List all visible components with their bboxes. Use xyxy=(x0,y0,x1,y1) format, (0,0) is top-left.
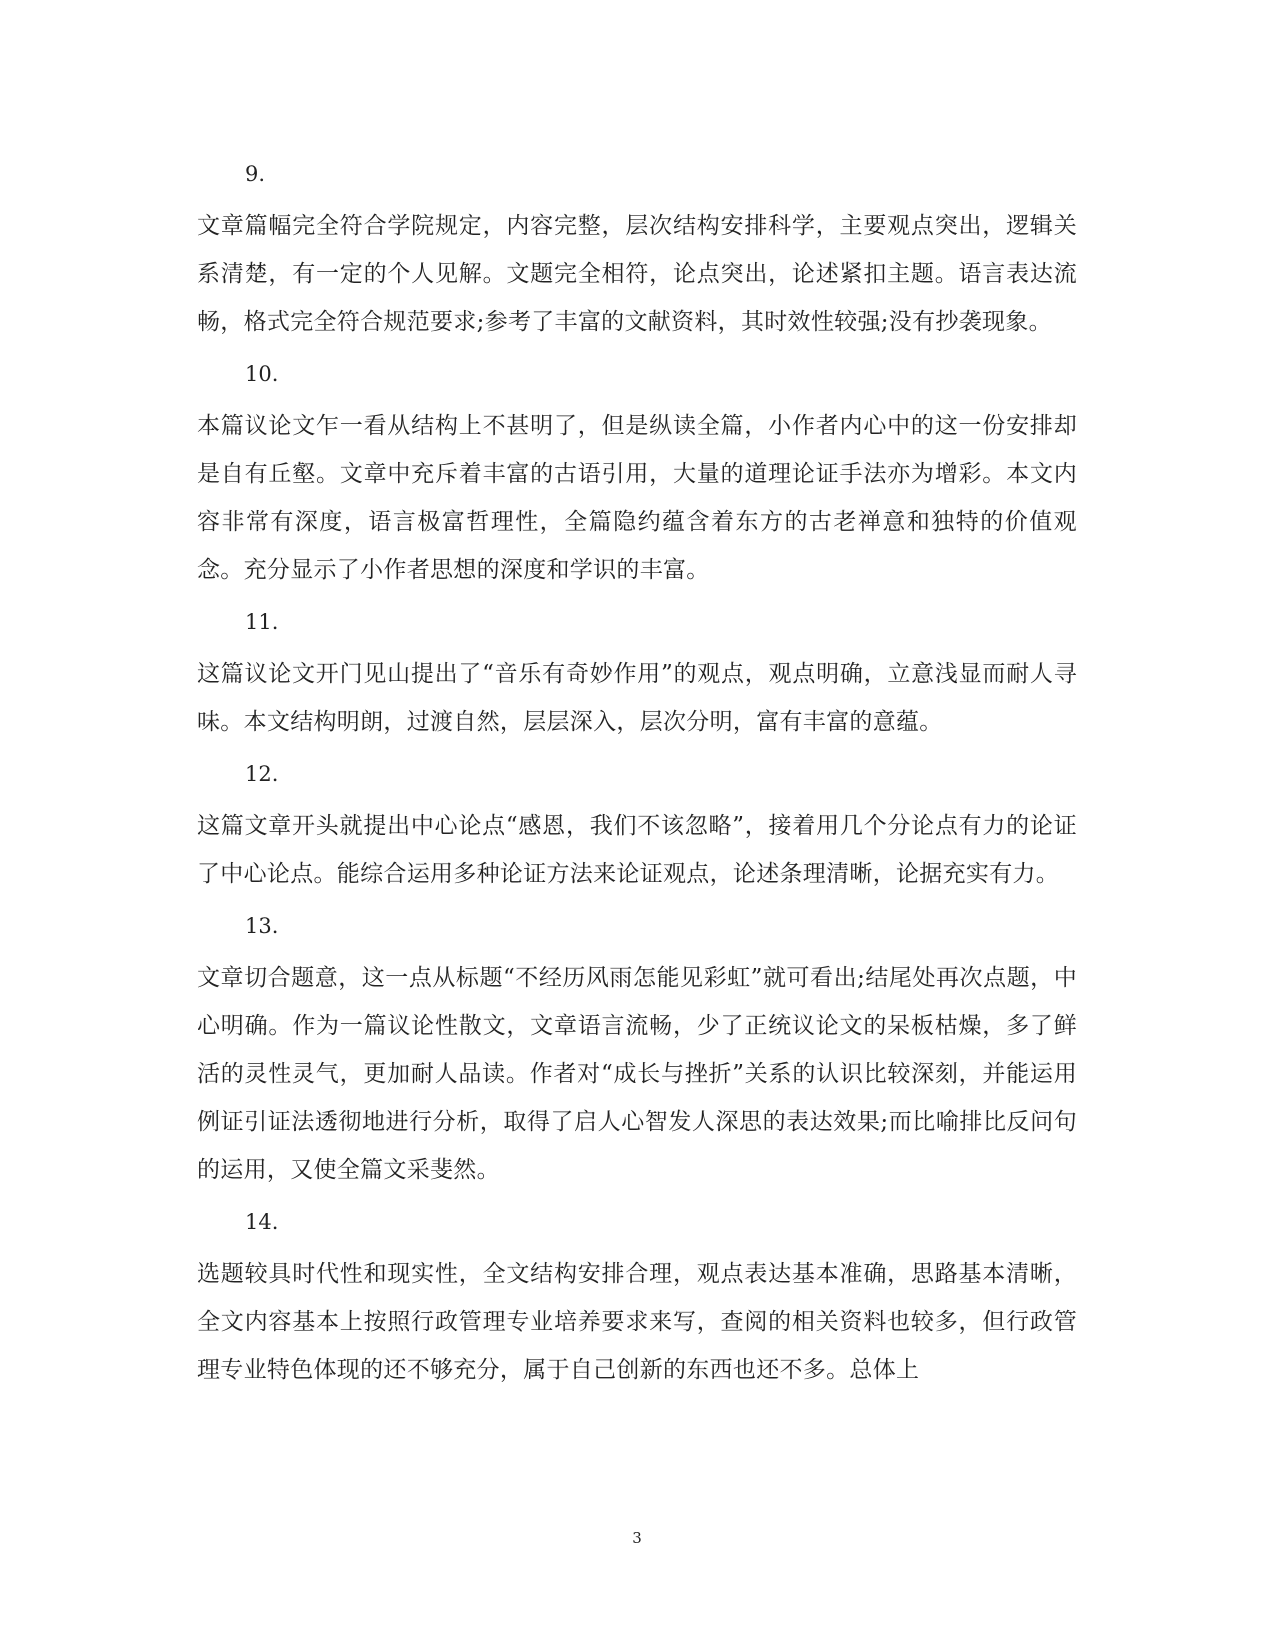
entry-number-12: 12. xyxy=(245,762,279,786)
entry-paragraph-13: 文章切合题意，这一点从标题“不经历风雨怎能见彩虹”就可看出;结尾处再次点题，中心明确。作为一篇议论性散文，文章语言流畅，少了正统议论文的呆板枯燥，多了鲜活的灵性灵气，更加耐人品读。作者对“成长与挫折”关系的认识比较深刻，并能运用例证引证法透彻地进行分析，取得了启人心智发人深思的表达效果;而比喻排比反问句的运用，又使全篇文采斐然。 xyxy=(197,965,1077,1183)
entry-number-11: 11. xyxy=(245,610,279,634)
entry-paragraph-14: 选题较具时代性和现实性，全文结构安排合理，观点表达基本准确，思路基本清晰，全文内容基本上按照行政管理专业培养要求来写，查阅的相关资料也较多，但行政管理专业特色体现的还不够充分，属于自己创新的东西也还不多。总体上 xyxy=(197,1261,1077,1383)
entry-paragraph-11: 这篇议论文开门见山提出了“音乐有奇妙作用”的观点，观点明确，立意浅显而耐人寻味。本文结构明朗，过渡自然，层层深入，层次分明，富有丰富的意蕴。 xyxy=(197,661,1077,735)
document-page xyxy=(197,158,1077,1406)
entry-number-14: 14. xyxy=(245,1210,279,1234)
page-number: 3 xyxy=(632,1529,642,1547)
entry-number-13: 13. xyxy=(245,914,279,938)
entry-paragraph-9: 文章篇幅完全符合学院规定，内容完整，层次结构安排科学，主要观点突出，逻辑关系清楚，有一定的个人见解。文题完全相符，论点突出，论述紧扣主题。语言表达流畅，格式完全符合规范要求;参考了丰富的文献资料，其时效性较强;没有抄袭现象。 xyxy=(197,213,1077,335)
entry-number-9: 9. xyxy=(245,162,266,186)
entry-number-10: 10. xyxy=(245,362,279,386)
entry-paragraph-12: 这篇文章开头就提出中心论点“感恩，我们不该忽略”，接着用几个分论点有力的论证了中心论点。能综合运用多种论证方法来论证观点，论述条理清晰，论据充实有力。 xyxy=(197,813,1077,887)
entry-paragraph-10: 本篇议论文乍一看从结构上不甚明了，但是纵读全篇，小作者内心中的这一份安排却是自有丘壑。文章中充斥着丰富的古语引用，大量的道理论证手法亦为增彩。本文内容非常有深度，语言极富哲理性，全篇隐约蕴含着东方的古老禅意和独特的价值观念。充分显示了小作者思想的深度和学识的丰富。 xyxy=(197,413,1077,583)
